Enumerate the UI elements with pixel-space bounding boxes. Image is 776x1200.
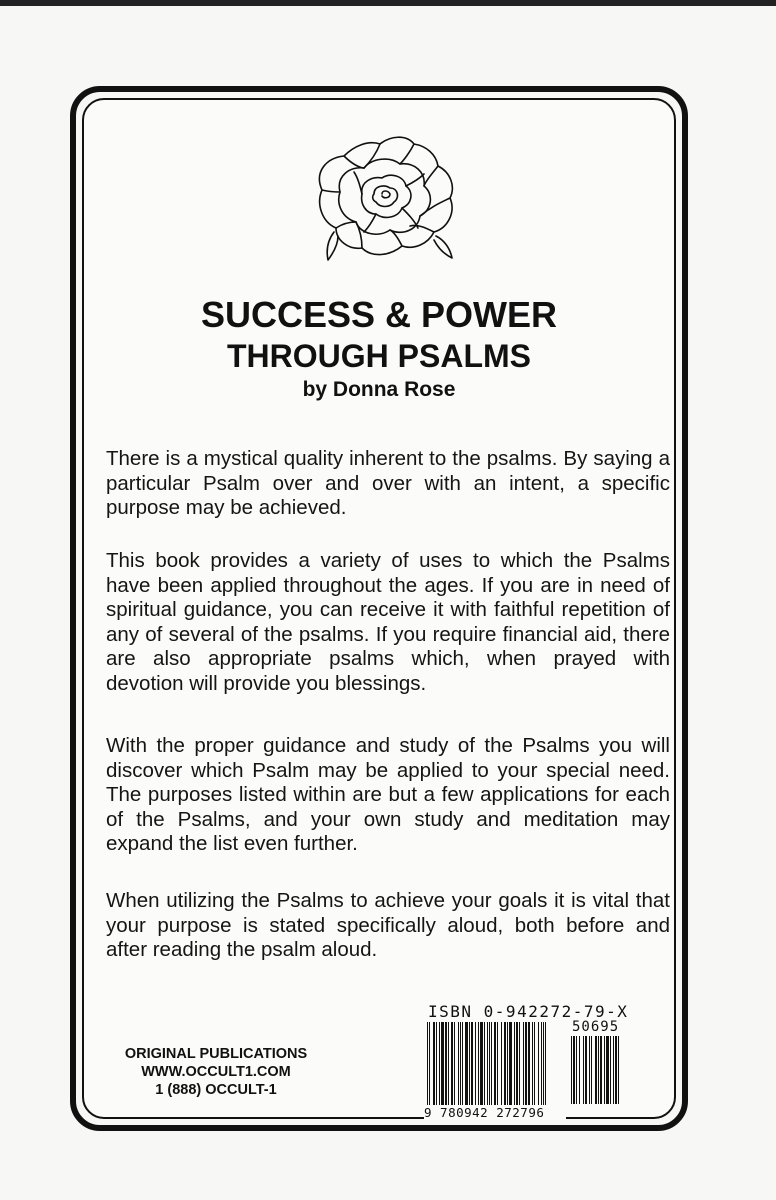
publisher-website: WWW.OCCULT1.COM [141,1064,291,1080]
barcode-bar [471,1022,473,1106]
barcode-bar [545,1022,546,1114]
barcode-bar [514,1022,515,1106]
barcode-bar [441,1022,444,1106]
barcode-bar [462,1022,463,1106]
barcode-bar [571,1036,572,1104]
description-paragraph: There is a mystical quality inherent to the psalms. By saying a particular Psalm over and over with an intent, a specific purpose may be achieved. [106,447,670,519]
barcode-bar [509,1022,512,1106]
page-top-edge [0,0,776,6]
barcode-bar [480,1022,483,1106]
barcode-bar [528,1022,530,1106]
barcode-bar [613,1036,614,1104]
barcode-bar [487,1022,488,1114]
price-code-text: 50695 [572,1019,620,1035]
barcode-bar [543,1022,544,1114]
description-paragraph: This book provides a variety of uses to which the Psalms have been applied throughout the ages. If you are in need of spiritual guidance, you can receive it with faithful repetition of any of several of the psalms. If you require financial aid, there are also appropriate psalms which, when prayed with devotion will provide you blessings. [106,549,670,695]
barcode-bar [489,1022,490,1114]
barcode-bar [460,1022,461,1106]
barcode-bar [491,1022,492,1106]
description-paragraph: With the proper guidance and study of the Psalms you will discover which Psalm may be applied to your special need. The purposes listed within are but a few applications for each of the Psalms, and your own study and meditation may expand the list even further. [106,734,670,855]
barcode-bar [439,1022,440,1106]
barcode-bar [436,1022,437,1106]
barcode-bar [600,1036,602,1104]
barcode-bar [507,1022,508,1106]
barcode-bar [494,1022,496,1106]
barcode-bar [541,1022,542,1106]
publisher-block [96,1045,336,1099]
barcode-bar [525,1022,527,1106]
barcode-bar [598,1036,599,1104]
barcode-bar [615,1036,617,1104]
barcode-bar [591,1036,592,1104]
barcode-bar [484,1022,485,1106]
barcode-bar [433,1022,435,1106]
barcode-bar [427,1022,428,1114]
rose-icon [310,132,464,264]
barcode-bar [504,1022,506,1106]
barcode-bar [606,1036,609,1104]
barcode-bar [445,1022,447,1106]
barcode-bar [534,1022,535,1106]
barcode-bar [451,1022,453,1106]
barcode-bar [458,1022,459,1106]
barcode-bar [576,1036,577,1104]
barcode-bar [595,1036,597,1104]
barcode-bar [573,1036,575,1104]
book-title-line-1: SUCCESS & POWER [200,294,558,335]
barcode-bar [478,1022,479,1106]
barcode-bar [604,1036,605,1104]
barcode-bar [516,1022,518,1106]
addon-barcode-icon [571,1036,639,1104]
barcode-bar [585,1036,587,1104]
barcode-bar [610,1036,611,1104]
barcode-bar [523,1022,524,1106]
barcode-bar [618,1036,619,1104]
barcode-bar [519,1022,520,1106]
barcode-bar [497,1022,498,1106]
barcode-icon [427,1022,563,1114]
barcode-bar [538,1022,539,1106]
barcode-bar [501,1022,502,1106]
barcode-bar [469,1022,470,1106]
barcode-digits: 9 780942 272796 [424,1105,566,1120]
barcode-bar [454,1022,455,1106]
publisher-name: ORIGINAL PUBLICATIONS [124,1046,308,1062]
barcode-bar [532,1022,533,1106]
description-paragraph: When utilizing the Psalms to achieve your goals it is vital that your purpose is stated specifically aloud, both before and after reading the psalm aloud. [106,889,670,961]
barcode-bar [465,1022,468,1106]
isbn-text: ISBN 0-942272-79-X [428,1002,629,1021]
barcode-bar [475,1022,476,1106]
barcode-bar [583,1036,584,1104]
barcode-bar [429,1022,430,1114]
barcode-bar [448,1022,449,1106]
publisher-phone: 1 (888) OCCULT-1 [155,1082,277,1098]
author-byline: by Donna Rose [302,378,456,401]
barcode-bar [579,1036,580,1104]
barcode-bar [589,1036,590,1104]
book-title-line-2: THROUGH PSALMS [227,338,531,374]
